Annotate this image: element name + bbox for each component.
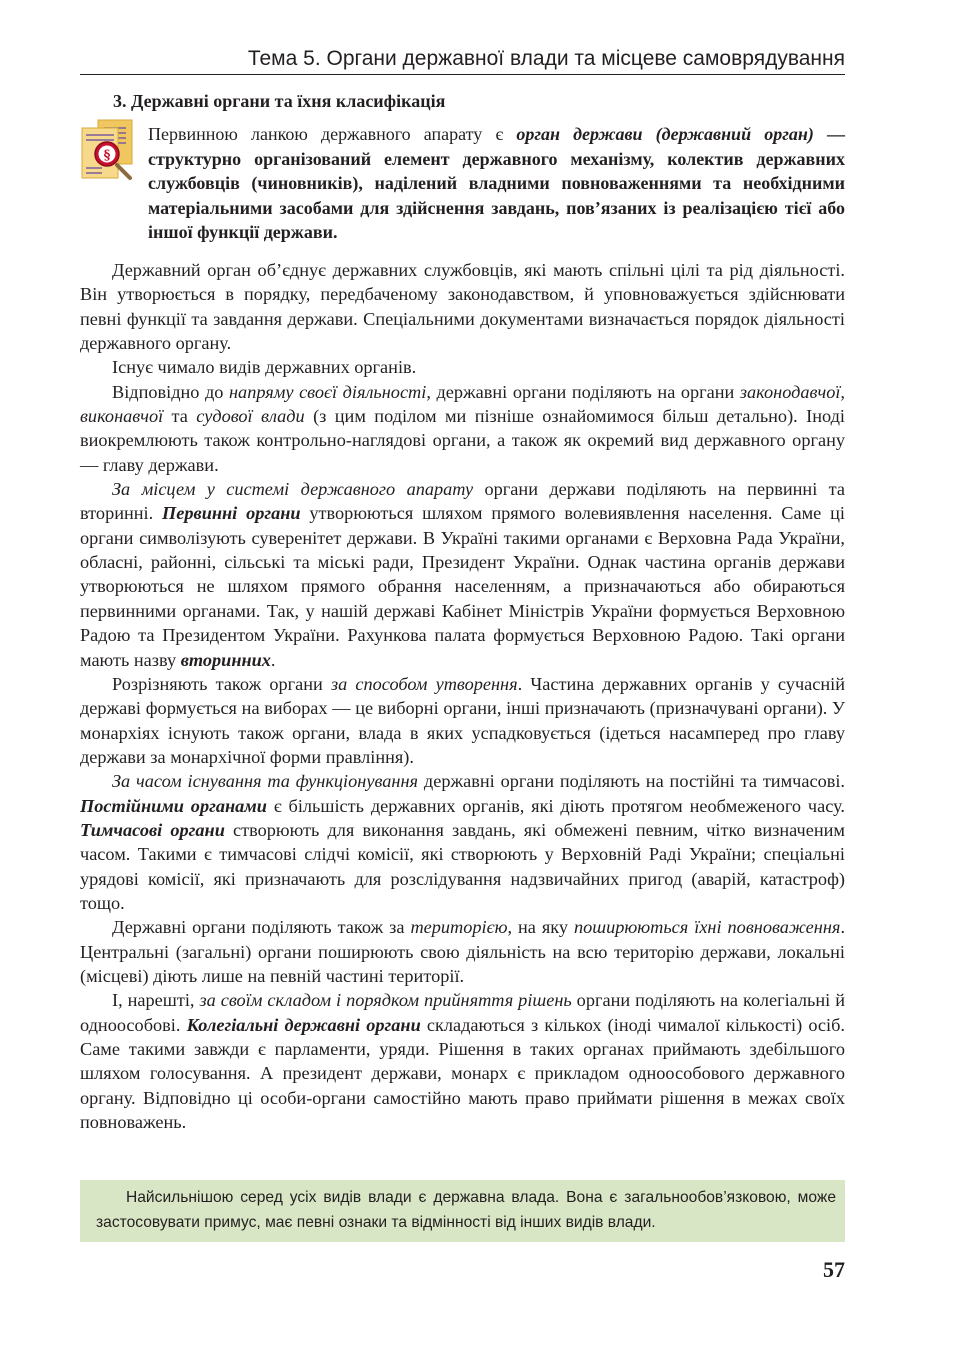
paragraph-text: Державні органи поділяють також за — [112, 917, 411, 938]
emphasis-text: за своїм складом і порядком прийняття рішень — [199, 990, 572, 1011]
key-term: Тимчасові органи — [80, 819, 225, 840]
key-term: Первинні органи — [162, 503, 301, 524]
paragraph-duration — [80, 769, 845, 915]
paragraph-place-in-system — [80, 477, 845, 672]
paragraph-state-body — [80, 258, 845, 355]
body-text — [80, 258, 845, 1134]
paragraph-text: органи поділяють на колегіальні й одноособові. — [80, 990, 846, 1035]
paragraph-text: складаються з кількох (іноді чималої кількості) осіб. Саме такими завжди є парламенти, уряди. Рішення в таких органах приймають здебільшого шляхом голосування. А президент держави, монарх є прикладом одноособового державного органу. Відповідно ці особи-органи самостійно мають право приймати рішення в межах своїх повноважень. — [80, 1014, 845, 1133]
paragraph-text: . Частина державних органів у сучасній державі формується на виборах — це виборні органи, інші призначають (призначувані органи). У монархіях існують також органи, влада в яких успадковується (ідеться насамперед про главу держави за монархічної форми правління). — [80, 673, 846, 767]
emphasis-text: законодавчої, виконавчої — [80, 381, 845, 427]
paragraph-formation-method — [80, 672, 845, 769]
paragraph-many-types — [80, 355, 845, 379]
paragraph-text: Розрізняють також органи — [112, 673, 331, 694]
highlight-note-box — [80, 1180, 845, 1242]
key-term: Колегіальні державні органи — [186, 1014, 421, 1035]
paragraph-text: є більшість державних органів, які діють протягом необмеженого часу. — [266, 795, 845, 816]
paragraph-territory — [80, 915, 845, 988]
note-text: Найсильнішою серед усіх видів влади є державна влада. Вона є загальнообов’язковою, може застосовувати примус, має певні ознаки та відмінності від інших видів влади. — [96, 1189, 836, 1231]
paragraph-text: та — [163, 406, 197, 427]
definition-lead: Первинною ланкою державного апарату є — [148, 124, 517, 144]
paragraph-text: (з цим поділом ми пізніше ознайомимося більш детально). Іноді виокремлюють також контрольно-наглядові органи, а також як окремий вид державного органу — главу держави. — [80, 406, 845, 475]
emphasis-text: напряму своєї діяльності — [228, 381, 427, 402]
definition-body: — структурно організований елемент державного механізму, колектив державних службовців (чиновників), наділений владними повноваженнями та необхідними матеріальними засобами для здійснення завдань, пов’язаних із реалізацією тієї або іншої функції держави. — [148, 124, 845, 242]
paragraph-text: , державні органи поділяють на органи — [426, 381, 740, 402]
paragraph-text: , на яку — [507, 917, 574, 938]
paragraph-text: . Центральні (загальні) органи поширюють свою діяльність на всю територію держави, локальні (місцеві) діють лише на певній частині території. — [80, 917, 846, 986]
page-number: 57 — [823, 1257, 845, 1282]
emphasis-text: територією — [410, 917, 508, 938]
paragraph-text: утворюються шляхом прямого волевиявлення населення. Саме ці органи символізують суверенітет держави. В Україні такими органами є Верховна Рада України, обласні, районні, сільські та міські ради, Президент України. Однак частина органів держави утворюються не шляхом прямого обрання населенням, а призначаються або обираються первинними органами. Так, у нашій державі Кабінет Міністрів України формується Верховною Радою та Президентом України. Рахункова палата формується Верховною Радою. Такі органи мають назву — [80, 503, 845, 670]
definition-term: орган держави (державний орган) — [516, 124, 814, 144]
emphasis-text: За часом існування та функціонування — [112, 771, 419, 792]
law-document-icon — [80, 118, 140, 182]
paragraph-text: І, нарешті, — [112, 990, 200, 1011]
paragraph-text: створюють для виконання завдань, які обмежені певним, чітко визначеним часом. Такими є тимчасові слідчі комісії, які створюють у Верховній Раді України; спеціальні урядові комісії, які призначають для розслідування надзвичайних пригод (аварій, катастроф) тощо. — [80, 819, 845, 913]
running-header: Тема 5. Органи державної влади та місцеве самоврядування — [247, 47, 845, 70]
definition-block — [148, 122, 845, 245]
emphasis-text: судової влади — [196, 406, 305, 427]
paragraph-text: державні органи поділяють на постійні та тимчасові. — [418, 771, 846, 792]
section-heading: 3. Державні органи та їхня класифікація — [113, 91, 446, 111]
paragraph-text: . — [270, 649, 276, 670]
emphasis-text: поширюються їхні повноваження — [574, 917, 841, 938]
paragraph-direction — [80, 380, 845, 477]
emphasis-text: за способом утворення — [330, 673, 518, 694]
svg-text:§: § — [103, 148, 111, 163]
paragraph-text: Відповідно до — [112, 381, 229, 402]
paragraph-composition — [80, 988, 845, 1134]
emphasis-text: За місцем у системі державного апарату — [112, 479, 474, 500]
key-term: Постійними органами — [80, 795, 267, 816]
key-term: вторинних — [180, 649, 271, 670]
header-rule — [80, 74, 845, 75]
paragraph-text: органи держави поділяють на первинні та вторинні. — [80, 479, 845, 524]
paragraph-text: Державний орган об’єднує державних службовців, які мають спільні цілі та рід діяльності. Він утворюється в порядку, передбаченому законодавством, й уповноважується здійснювати певні функції та завдання держави. Спеціальними документами визначається порядок діяльності державного органу. — [80, 260, 845, 354]
paragraph-text: Існує чимало видів державних органів. — [112, 357, 417, 378]
